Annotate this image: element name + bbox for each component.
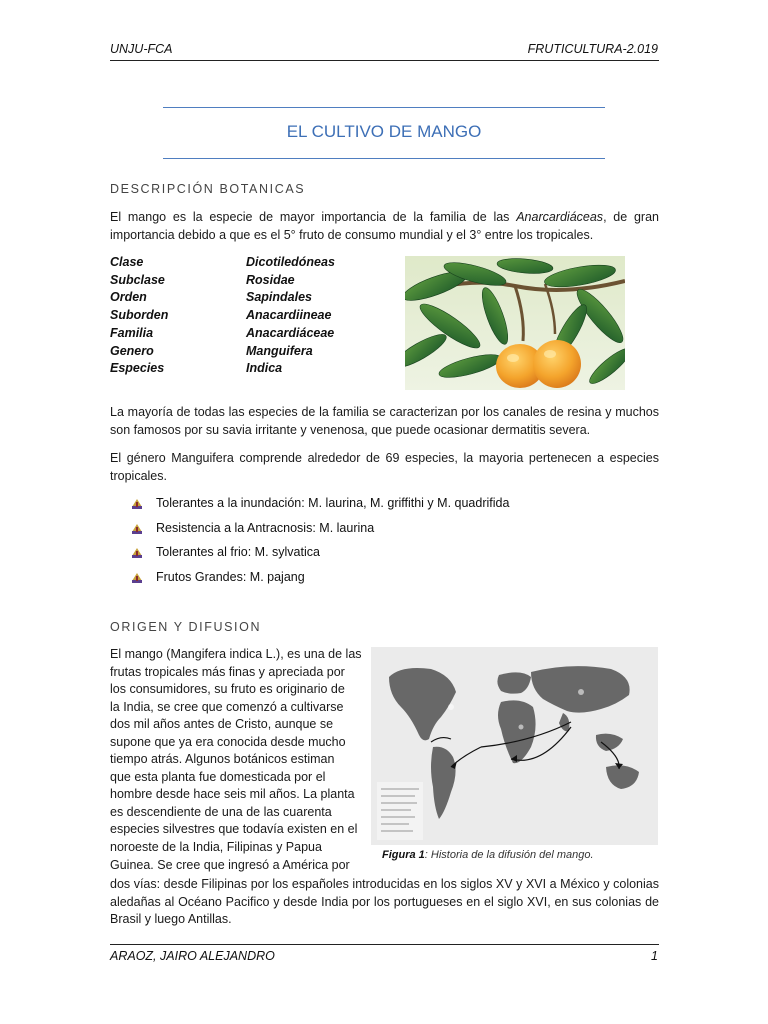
bullet-text: Frutos Grandes: M. pajang	[156, 569, 305, 584]
taxonomy-value: Anacardiáceae	[246, 325, 335, 340]
arrow-bullet-icon	[130, 496, 144, 510]
text-line: Guinea. Se cree que ingresó a América por	[110, 857, 350, 872]
taxonomy-value: Sapindales	[246, 290, 312, 305]
intro-paragraph	[110, 209, 659, 244]
bullet-text: Tolerantes a la inundación: M. laurina, M. griffithi y M. quadrifida	[156, 496, 510, 511]
bullet-list	[130, 491, 509, 589]
intro-text-a: El mango es la especie de mayor importancia de la familia de las	[110, 210, 517, 224]
intro-text-italic: Anarcardiáceas	[516, 210, 604, 224]
taxonomy-rank: Clase	[110, 255, 144, 269]
text-line: la India, se cree que comenzó a cultivarse	[110, 699, 344, 714]
text-line: especies silvestres que todavía existen en el	[110, 822, 358, 837]
text-line: supone que ya era conocida desde mucho	[110, 734, 346, 749]
header-rule	[110, 60, 659, 61]
text-line: hombre desde hace seis mil años. La planta	[110, 787, 355, 802]
taxonomy-ranks	[110, 254, 168, 378]
origin-full-text: dos vías: desde Filipinas por los españoles introducidas en los siglos XV y XVI a México y colonias aledañas al Océano Pacifico y desde India por los portugueses en el siglo XVI, en sus colonias de Brasil y luego Antillas.	[110, 877, 659, 927]
page-title: EL CULTIVO DE MANGO	[286, 122, 482, 141]
taxonomy-rank: Orden	[110, 290, 147, 305]
taxonomy-rank: Especies	[110, 361, 165, 376]
paragraph-genus: El género Manguifera comprende alrededor de 69 especies, la mayoria pertenecen a especies tropicales.	[110, 451, 659, 483]
taxonomy-value: Dicotiledóneas	[246, 255, 335, 269]
bullet-text: Tolerantes al frio: M. sylvatica	[156, 545, 320, 560]
bullet-text: Resistencia a la Antracnosis: M. laurina	[156, 520, 375, 535]
taxonomy-value: Manguifera	[246, 343, 313, 358]
list-item	[130, 491, 509, 516]
text-line: El mango (Mangifera indica L.), es una de las	[110, 647, 362, 661]
taxonomy-rank: Genero	[110, 343, 154, 358]
section-heading-origen: ORIGEN Y DIFUSION	[110, 620, 262, 634]
list-item	[130, 516, 509, 541]
text-line: que esta planta fue domesticada por el	[110, 769, 326, 784]
origin-wrapped-text	[110, 646, 360, 874]
text-line: es descendiente de una de las cuarenta	[110, 804, 332, 819]
figure-caption	[382, 849, 594, 861]
taxonomy-value: Indica	[246, 361, 283, 376]
footer-rule	[110, 944, 659, 945]
text-line: los consumidores, su fruto es originario de	[110, 682, 345, 697]
text-line: frutas tropicales más finas y apreciada por	[110, 664, 345, 679]
taxonomy-values	[246, 254, 335, 378]
footer-author: ARAOZ, JAIRO ALEJANDRO	[110, 949, 275, 963]
text-line: dos mil años antes de Cristo, aunque se	[110, 717, 334, 732]
arrow-bullet-icon	[130, 545, 144, 559]
mango-tree-photo	[405, 256, 625, 390]
diffusion-world-map	[371, 647, 658, 845]
taxonomy-value: Anacardiineae	[246, 308, 332, 323]
taxonomy-rank: Familia	[110, 325, 154, 340]
header-left: UNJU-FCA	[110, 42, 173, 56]
arrow-bullet-icon	[130, 570, 144, 584]
list-item	[130, 565, 509, 590]
taxonomy-rank: Subclase	[110, 272, 165, 287]
intro-text-b: , de gran importancia debido a que es el 5° fruto de consumo mundial y el 3° entre los tropicales.	[110, 210, 659, 242]
title-rule-top	[163, 107, 605, 108]
page-number: 1	[651, 949, 658, 963]
text-line: noroeste de la India, Filipinas y Papua	[110, 840, 322, 855]
list-item	[130, 540, 509, 565]
section-heading-botanica: DESCRIPCIÓN BOTANICAS	[110, 182, 306, 196]
figure-caption-text: : Historia de la difusión del mango.	[424, 849, 594, 861]
arrow-bullet-icon	[130, 521, 144, 535]
title-rule-bottom	[163, 158, 605, 159]
text-line: tiempo atrás. Algunos botánicos estiman	[110, 752, 335, 767]
figure-label: Figura 1	[382, 849, 425, 861]
paragraph-resin: La mayoría de todas las especies de la familia se caracterizan por los canales de resina y muchos son famosos por su savia irritante y venenosa, que puede ocasionar dermatitis severa.	[110, 405, 659, 437]
taxonomy-value: Rosidae	[246, 272, 295, 287]
taxonomy-rank: Suborden	[110, 308, 169, 323]
header-right: FRUTICULTURA-2.019	[527, 42, 658, 56]
